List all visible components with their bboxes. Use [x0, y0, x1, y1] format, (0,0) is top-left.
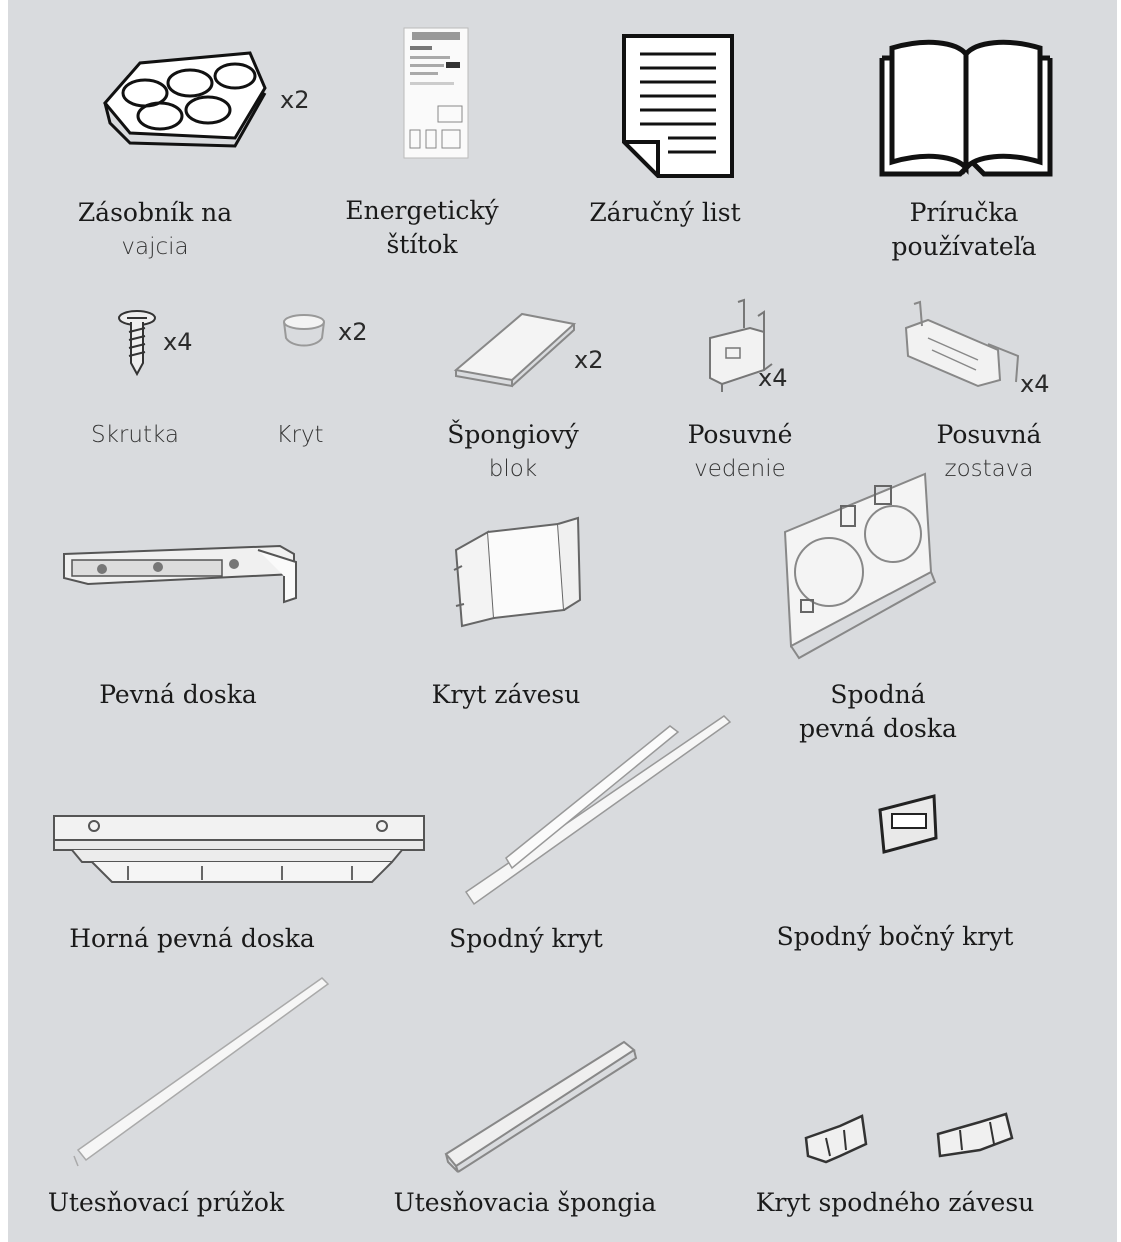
bottom-fixed-plate-icon: [775, 462, 945, 672]
slide-assembly-qty: x4: [1020, 370, 1050, 398]
egg-tray-label: [55, 196, 255, 264]
slide-rail-icon: [700, 298, 810, 398]
sealing-strip-label-line-1: Utesňovací prúžok: [47, 1188, 285, 1217]
bottom-fixed-plate-label-line-1: Spodná: [830, 680, 926, 709]
slide-rail-label-line-2: vedenie: [694, 456, 786, 482]
top-fixed-plate-label: [52, 922, 332, 956]
slide-assembly-label: [914, 418, 1064, 486]
slide-rail-qty: x4: [758, 364, 788, 392]
user-manual-icon: [876, 34, 1056, 179]
sponge-block-icon: [452, 308, 612, 388]
bottom-cover-icon: [460, 708, 740, 918]
sealing-strip-icon: [70, 970, 335, 1170]
screw-label: [75, 418, 195, 452]
warranty-document-icon: [618, 32, 738, 182]
bottom-side-cover-icon: [874, 792, 949, 862]
bottom-cover-label: [426, 922, 626, 956]
slide-rail-label: [665, 418, 815, 486]
sealing-sponge-label-line-1: Utesňovacia špongia: [393, 1188, 657, 1217]
warranty-label-line-1: Záručný list: [589, 198, 741, 227]
energy-label-icon: [402, 26, 472, 161]
energy-label-label-line-1: Energetický: [345, 196, 499, 225]
user-manual-label-line-1: Príručka: [909, 198, 1019, 227]
top-fixed-plate-label-line-1: Horná pevná doska: [69, 924, 315, 953]
energy-label-label: [322, 194, 522, 262]
screw-icon: [115, 308, 205, 378]
cap-label: [250, 418, 350, 452]
egg-tray-icon: [100, 48, 320, 148]
warranty-label: [565, 196, 765, 230]
sealing-strip-label: [36, 1186, 296, 1220]
sealing-sponge-icon: [440, 1036, 640, 1176]
slide-rail-label-line-1: Posuvné: [687, 420, 793, 449]
sponge-block-label-line-2: blok: [488, 456, 538, 482]
fixed-plate-label: [78, 678, 278, 712]
slide-assembly-icon: [898, 298, 1058, 398]
sealing-sponge-label: [380, 1186, 670, 1220]
sponge-block-label-line-1: Špongiový: [447, 420, 579, 449]
bottom-hinge-cover-icon: [800, 1108, 1025, 1168]
bottom-hinge-cover-label: [745, 1186, 1045, 1220]
cap-qty: x2: [338, 318, 368, 346]
bottom-fixed-plate-label: [778, 678, 978, 746]
bottom-side-cover-label: [765, 920, 1025, 954]
user-manual-label-line-2: používateľa: [891, 232, 1037, 261]
cap-icon: [280, 312, 380, 357]
bottom-hinge-cover-label-line-1: Kryt spodného závesu: [755, 1188, 1035, 1217]
hinge-cover-label: [406, 678, 606, 712]
energy-label-label-line-2: štítok: [386, 230, 458, 259]
egg-tray-label-line-2: vajcia: [121, 234, 189, 260]
bottom-side-cover-label-line-1: Spodný bočný kryt: [776, 922, 1014, 951]
bottom-fixed-plate-label-line-2: pevná doska: [799, 714, 957, 743]
user-manual-label: [864, 196, 1064, 264]
screw-label-line-1: Skrutka: [91, 422, 179, 448]
cap-label-line-1: Kryt: [276, 422, 324, 448]
hinge-cover-label-line-1: Kryt závesu: [431, 680, 581, 709]
bottom-cover-label-line-1: Spodný kryt: [449, 924, 603, 953]
egg-tray-qty: x2: [280, 86, 310, 114]
sponge-block-label: [428, 418, 598, 486]
sponge-block-qty: x2: [574, 346, 604, 374]
slide-assembly-label-line-1: Posuvná: [936, 420, 1042, 449]
egg-tray-label-line-1: Zásobník na: [77, 198, 233, 227]
slide-assembly-label-line-2: zostava: [944, 456, 1034, 482]
fixed-plate-icon: [58, 540, 308, 610]
fixed-plate-label-line-1: Pevná doska: [99, 680, 257, 709]
hinge-cover-icon: [448, 510, 598, 630]
screw-qty: x4: [163, 328, 193, 356]
top-fixed-plate-icon: [52, 812, 432, 892]
